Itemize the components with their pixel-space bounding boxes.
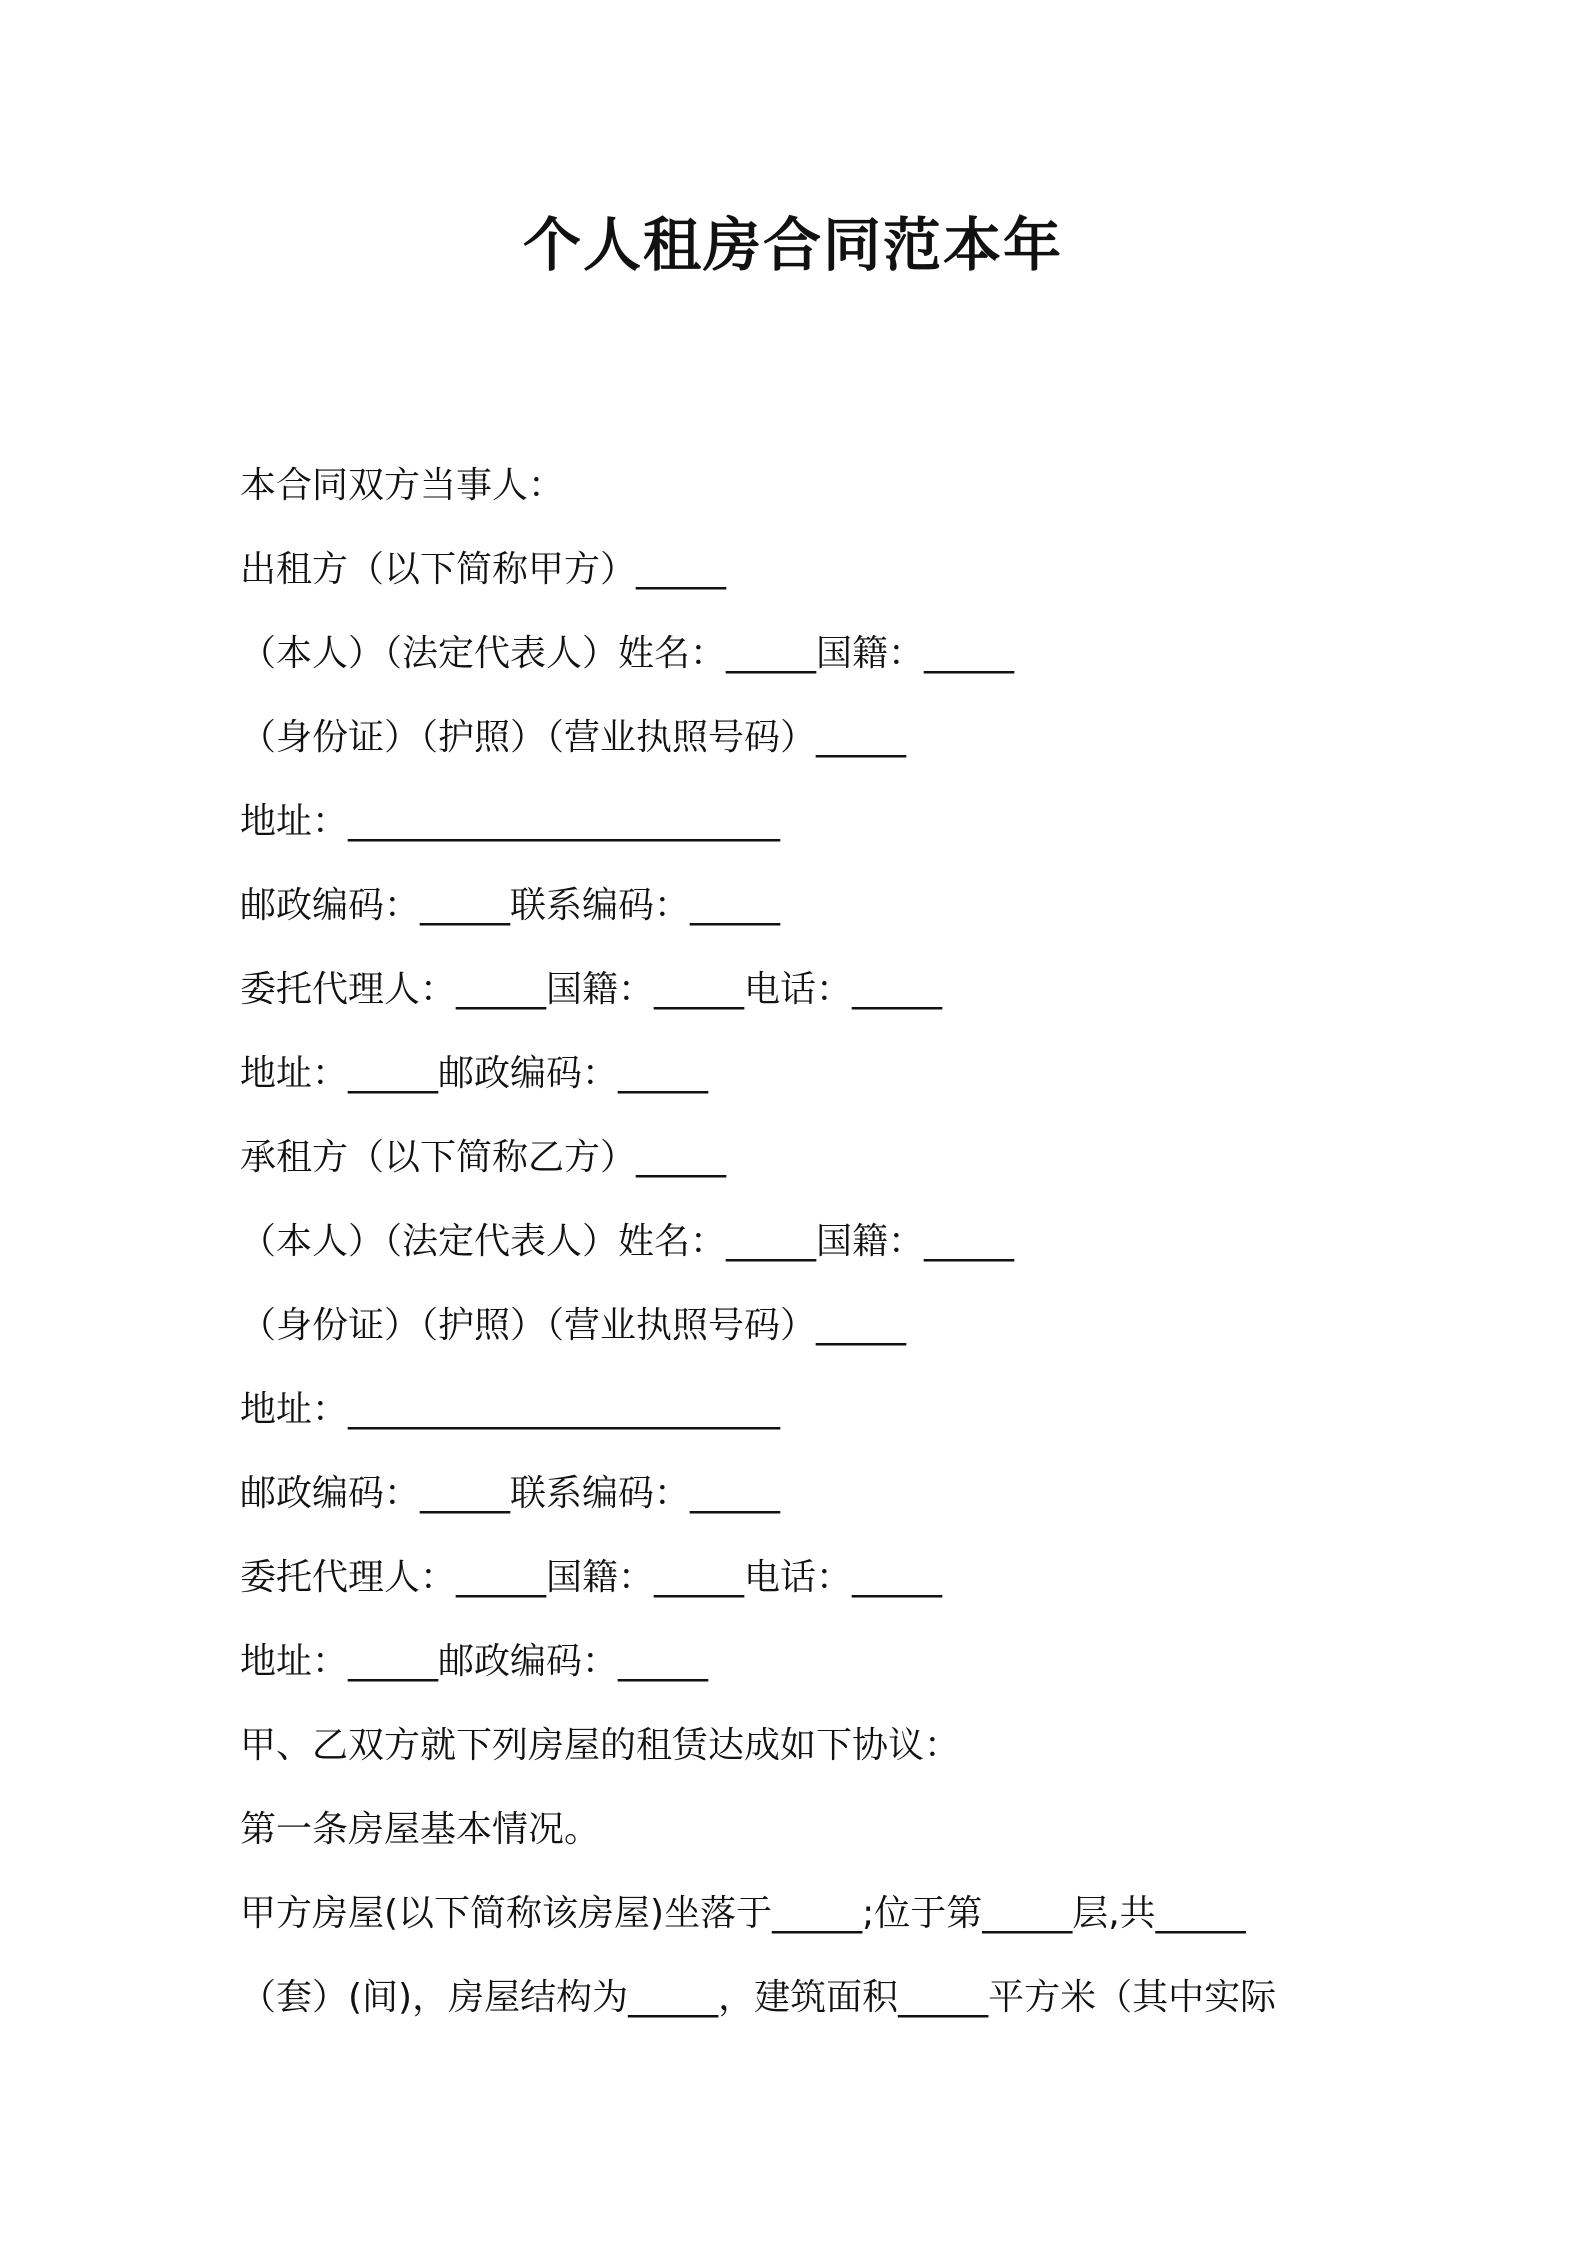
- text-line: （身份证）（护照）（营业执照号码）_____: [240, 1305, 907, 1346]
- text-line: 地址：________________________: [240, 1389, 781, 1430]
- text-line: 地址：_____邮政编码：_____: [240, 1053, 709, 1094]
- text-line: （本人）（法定代表人）姓名：_____国籍：_____: [240, 1221, 1015, 1262]
- text-line: 邮政编码：_____联系编码：_____: [240, 885, 781, 926]
- text-line: （本人）（法定代表人）姓名：_____国籍：_____: [240, 633, 1015, 674]
- text-line: 委托代理人：_____国籍：_____电话：_____: [240, 969, 943, 1010]
- text-line: 甲、乙双方就下列房屋的租赁达成如下协议：: [240, 1725, 961, 1766]
- text-line: 第一条房屋基本情况。: [240, 1809, 601, 1850]
- text-line: 甲方房屋(以下简称该房屋)坐落于_____;位于第_____层,共_____: [240, 1893, 1246, 1934]
- text-line: 承租方（以下简称乙方）_____: [240, 1137, 727, 1178]
- text-line: 地址：________________________: [240, 801, 781, 842]
- text-line: 邮政编码：_____联系编码：_____: [240, 1473, 781, 1514]
- text-line: 出租方（以下简称甲方）_____: [240, 549, 727, 590]
- text-line: （身份证）（护照）（营业执照号码）_____: [240, 717, 907, 758]
- text-line: 本合同双方当事人：: [240, 465, 565, 506]
- text-line: 地址：_____邮政编码：_____: [240, 1641, 709, 1682]
- text-line: （套）(间)，房屋结构为_____，建筑面积_____平方米（其中实际: [240, 1977, 1277, 2018]
- text-line: 委托代理人：_____国籍：_____电话：_____: [240, 1557, 943, 1598]
- document-title: 个人租房合同范本年: [522, 211, 1063, 279]
- document-body: [240, 444, 1360, 2040]
